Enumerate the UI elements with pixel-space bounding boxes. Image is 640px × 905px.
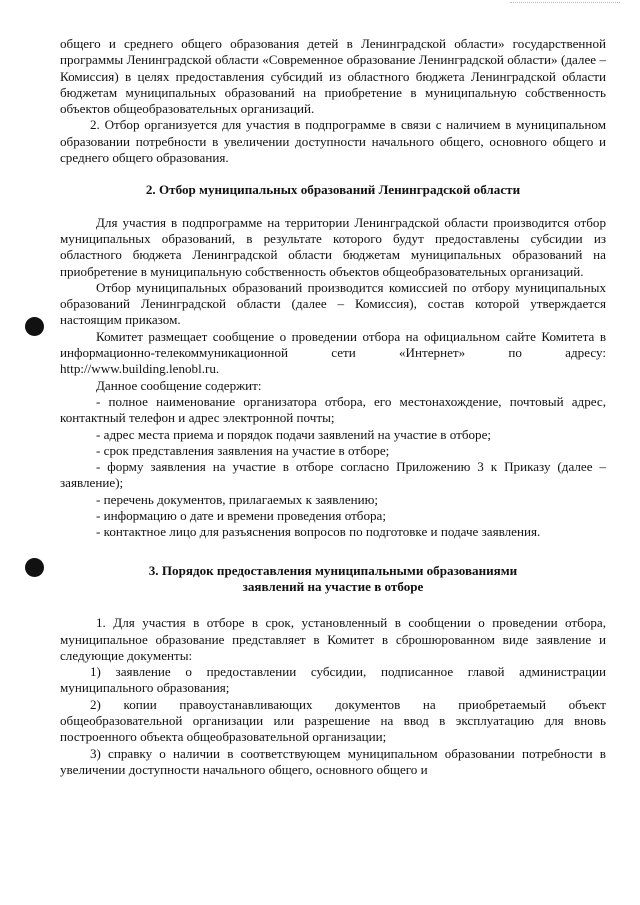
list-item: 3) справку о наличии в соответствующем муниципальном образовании потребности в увеличении доступности начального общего, основного общего и <box>60 745 606 777</box>
list-item: - контактное лицо для разъяснения вопросов по подготовке и подаче заявления. <box>96 524 541 540</box>
list-item: 2) копии правоустанавливающих документов на приобретаемый объект общеобразовательной организации или разрешение на ввод в эксплуатацию для вновь построенного объекта общеобразовательной организации; <box>60 696 606 745</box>
list-item: - информацию о дате и времени проведения отбора; <box>96 508 387 524</box>
paragraph: Отбор муниципальных образований производится комиссией по отбору муниципальных образований Ленинградской области (далее – Комиссия), состав которой утверждается настоящим приказом. <box>60 279 606 328</box>
punch-hole-mark <box>25 558 44 577</box>
list-item: - адрес места приема и порядок подачи заявлений на участие в отборе; <box>96 426 492 442</box>
list-item: - срок представления заявления на участие в отборе; <box>96 442 390 458</box>
punch-hole-mark <box>25 317 44 336</box>
paragraph: 1. Для участия в отборе в срок, установленный в сообщении о проведении отбора, муниципальное образование представляет в Комитет в сброшюрованном виде заявление и следующие документы: <box>60 615 606 663</box>
section-heading-line: 3. Порядок предоставления муниципальными образованиями <box>148 562 518 578</box>
paragraph: Для участия в подпрограмме на территории Ленинградской области производится отбор муниципальных образований, в результате которого будут предоставлены субсидии из областного бюджета Ленинградской области бюджетам муниципальных образований на приобретение в муниципальную собственность объектов общеобразовательных организаций. <box>60 214 606 279</box>
document-page <box>60 36 606 778</box>
paragraph: общего и среднего общего образования детей в Ленинградской области» государственной программы Ленинградской области «Современное образование Ленинградской области» (далее – Комиссия) в целях предоставления субсидий из областного бюджета Ленинградской области бюджетам муниципальных образований на приобретение в муниципальную собственность объектов общеобразовательных организаций. <box>60 36 606 117</box>
section-heading-3 <box>60 563 606 596</box>
list-item: - форму заявления на участие в отборе согласно Приложению 3 к Приказу (далее – заявление); <box>60 459 606 491</box>
list-item: 1) заявление о предоставлении субсидии, подписанное главой администрации муниципального образования; <box>60 664 606 696</box>
section-heading-line: заявлений на участие в отборе <box>242 578 424 594</box>
scan-edge-mark <box>510 2 620 5</box>
paragraph: 2. Отбор организуется для участия в подпрограмме в связи с наличием в муниципальном образовании потребности в увеличении доступности начального общего, основного общего и среднего общего образования. <box>60 117 606 166</box>
paragraph: Данное сообщение содержит: <box>96 377 262 393</box>
list-item: - полное наименование организатора отбора, его местонахождение, почтовый адрес, контактный телефон и адрес электронной почты; <box>60 393 606 426</box>
list-item: - перечень документов, прилагаемых к заявлению; <box>96 491 379 507</box>
paragraph: Комитет размещает сообщение о проведении отбора на официальном сайте Комитета в информационно-телекоммуникационной сети «Интернет» по адресу: http://www.building.lenobl.ru. <box>60 328 606 377</box>
section-heading-2: 2. Отбор муниципальных образований Ленинградской области <box>145 182 521 198</box>
